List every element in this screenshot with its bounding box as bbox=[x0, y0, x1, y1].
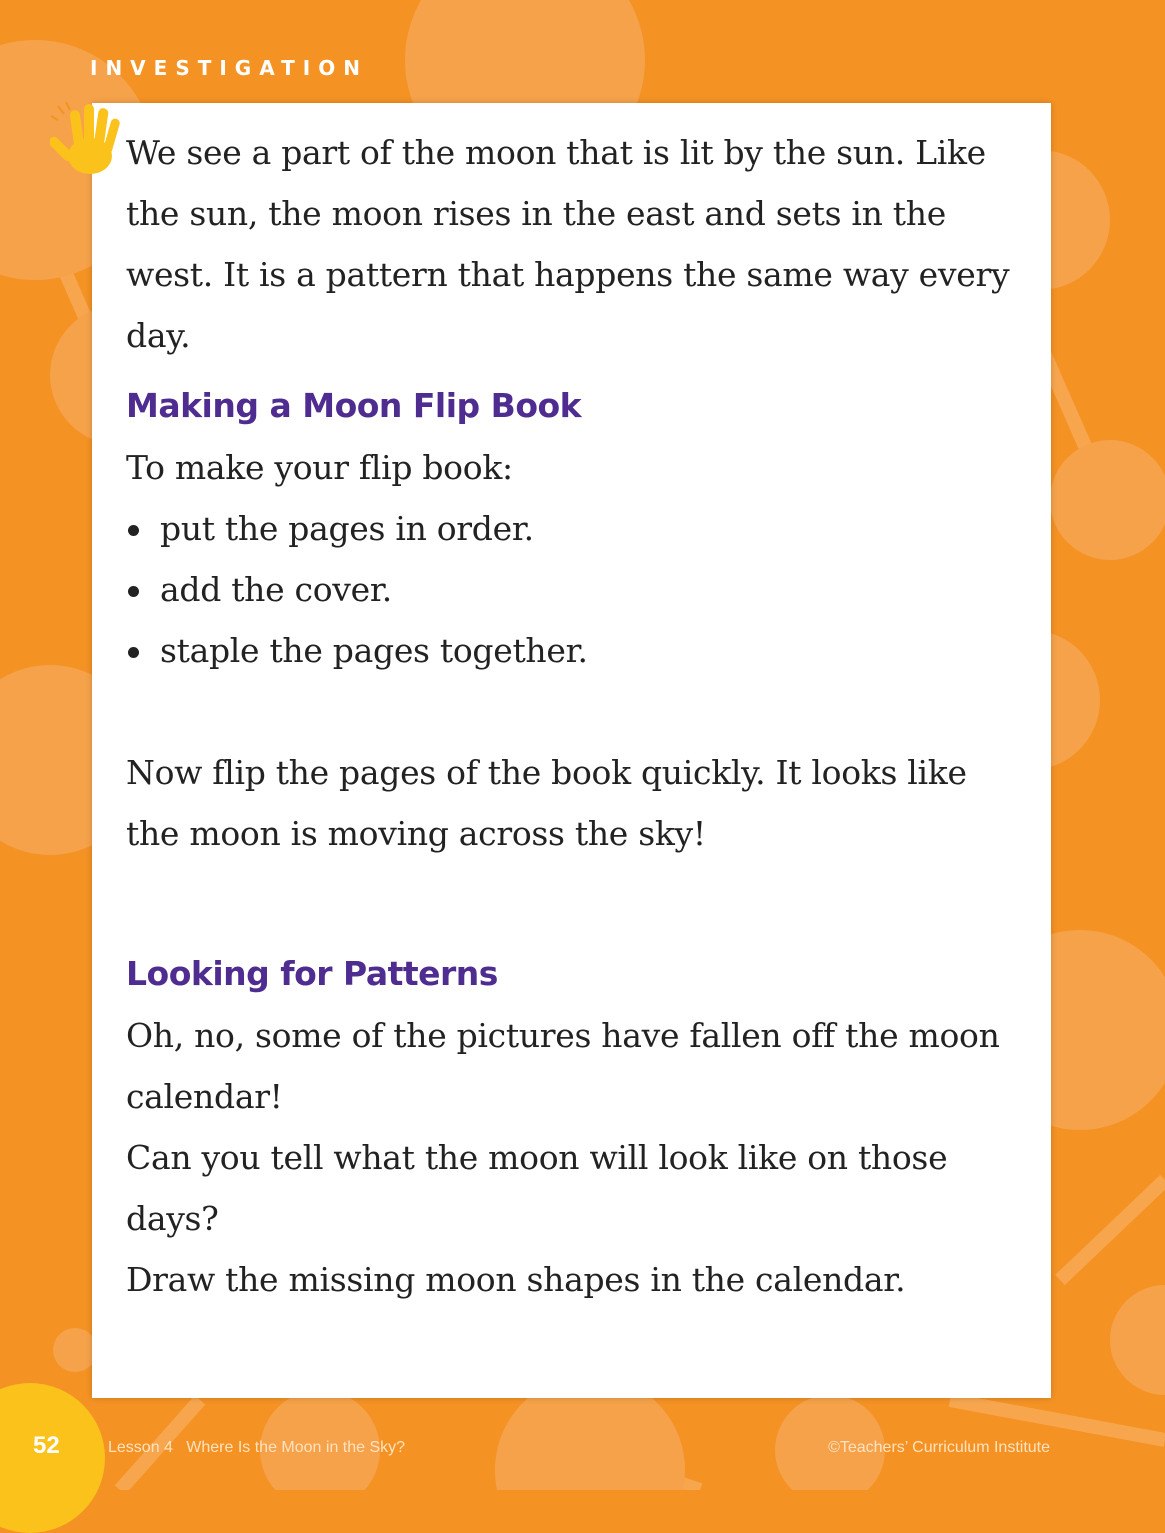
list-item: staple the pages together. bbox=[126, 620, 1026, 681]
intro-paragraph: We see a part of the moon that is lit by the sun. Like the sun, the moon rises in the east and sets in the west. It is a pattern that happens the same way every day. bbox=[126, 133, 1010, 355]
patterns-line: Draw the missing moon shapes in the calendar. bbox=[126, 1260, 906, 1299]
flip-book-steps bbox=[126, 498, 1026, 681]
patterns-heading: Looking for Patterns bbox=[126, 954, 498, 993]
flip-book-heading: Making a Moon Flip Book bbox=[126, 386, 582, 425]
page-number: 52 bbox=[33, 1432, 60, 1459]
footer-copyright: ©Teachers’ Curriculum Institute bbox=[828, 1439, 1050, 1456]
list-item: put the pages in order. bbox=[126, 498, 1026, 559]
patterns-line: Oh, no, some of the pictures have fallen off the moon calendar! bbox=[126, 1016, 1000, 1116]
footer-lesson-title: Lesson 4 Where Is the Moon in the Sky? bbox=[108, 1439, 406, 1456]
flip-book-lead: To make your flip book: bbox=[126, 448, 513, 487]
list-item: add the cover. bbox=[126, 559, 1026, 620]
raised-hand-icon bbox=[50, 100, 122, 178]
patterns-line: Can you tell what the moon will look like on those days? bbox=[126, 1138, 948, 1238]
lesson-content bbox=[126, 122, 1026, 1310]
flip-book-closing: Now flip the pages of the book quickly. It looks like the moon is moving across the sky! bbox=[126, 753, 967, 853]
section-label: INVESTIGATION bbox=[90, 56, 368, 80]
